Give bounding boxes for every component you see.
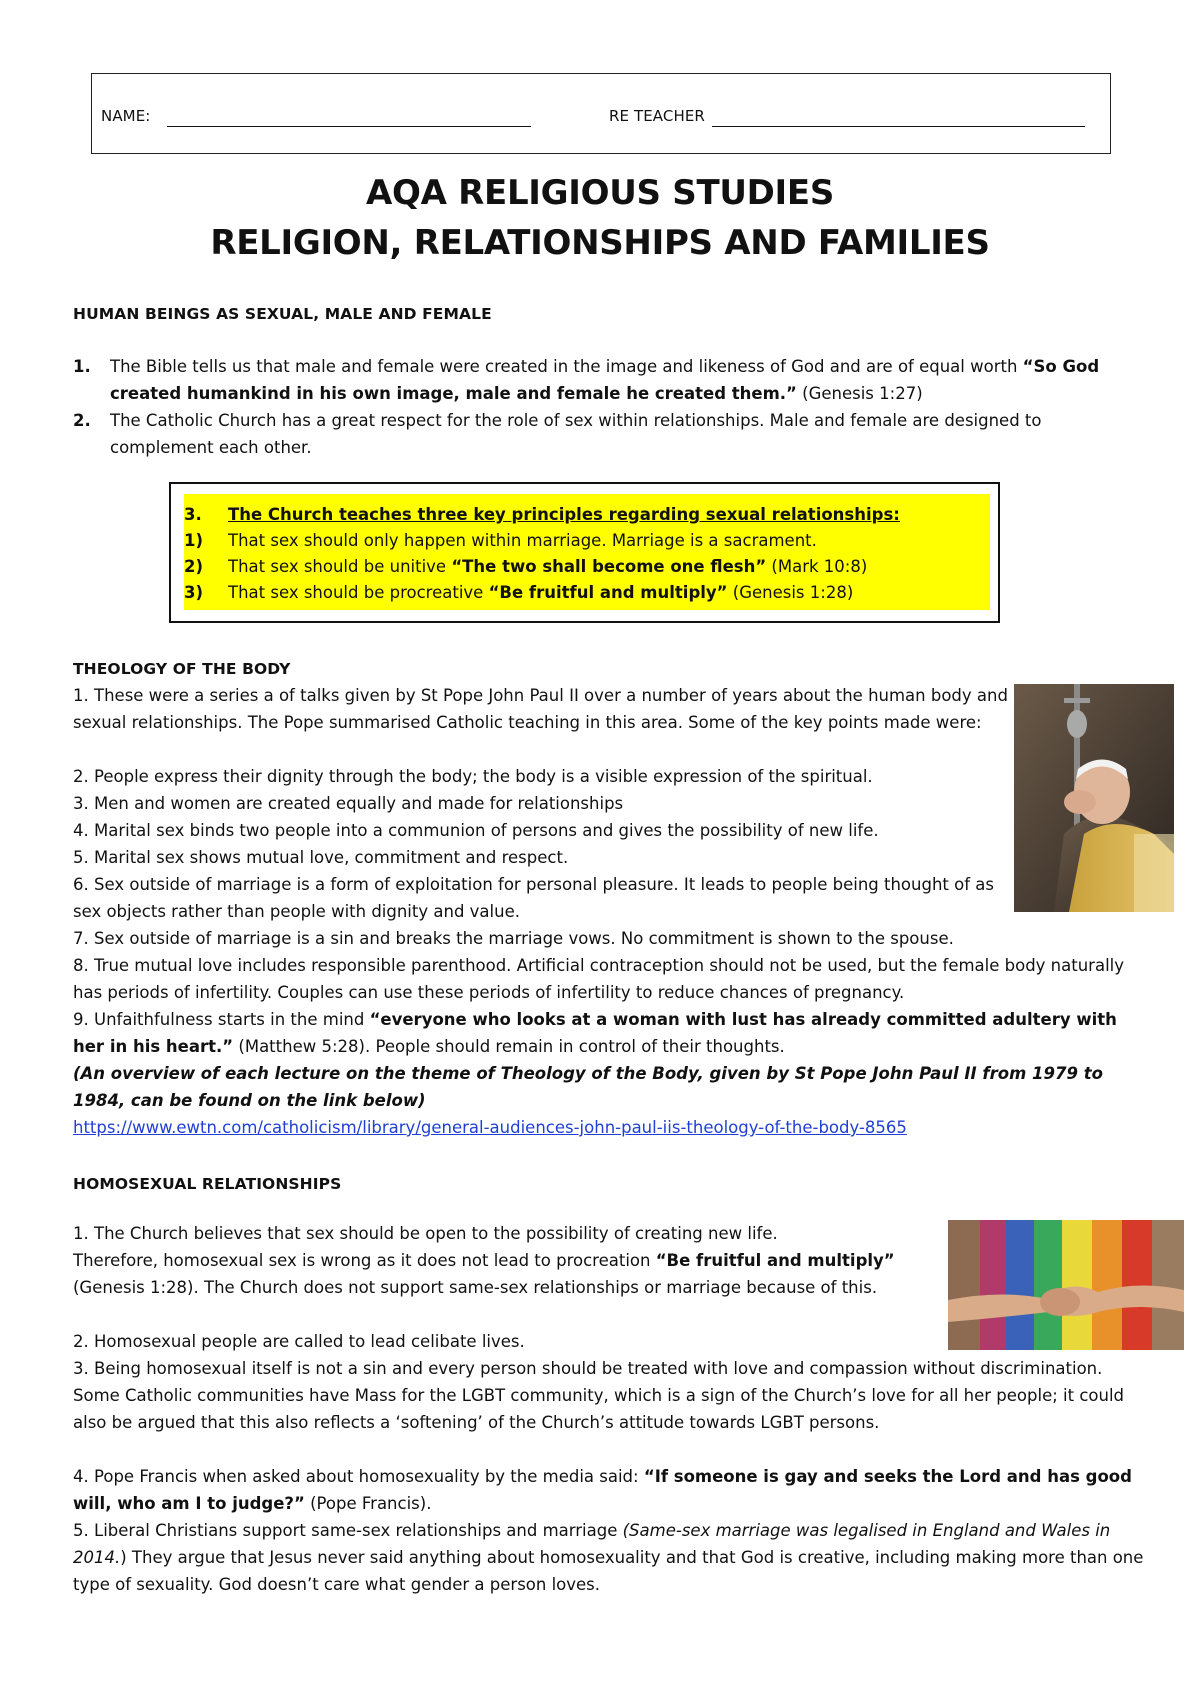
list-text: Unfaithfulness starts in the mind [94,1010,370,1029]
teacher-field[interactable] [712,126,1085,127]
list-text: Marital sex binds two people into a communion of persons and gives the possibility of new life. [94,821,879,840]
section-heading-homosexual: HOMOSEXUAL RELATIONSHIPS [73,1175,342,1193]
list-text: Pope Francis when asked about homosexuality by the media said: [88,1467,644,1486]
homosexual-para-4 [73,1463,1148,1517]
bible-reference: (Genesis 1:28). The Church does not support same-sex relationships or marriage because of this. [73,1278,878,1297]
list-text: Marital sex shows mutual love, commitment and respect. [94,848,569,867]
pope-image [1014,684,1174,912]
list-number: 3. [73,1359,89,1378]
principles-heading-text: The Church teaches three key principles regarding sexual relationships: [228,505,900,524]
name-field[interactable] [167,126,531,127]
theology-para-8 [73,952,1148,1006]
homosexual-para-1 [73,1220,953,1301]
bible-quote: “Be fruitful and multiply” [655,1251,895,1270]
bible-quote: “Be fruitful and multiply” [488,583,728,602]
teacher-label: RE TEACHER [609,107,705,125]
list-number: 1. [73,686,89,705]
list-text: Sex outside of marriage is a sin and breaks the marriage vows. No commitment is shown to the spouse. [94,929,954,948]
bible-reference: (Mark 10:8) [766,557,868,576]
theology-para-4 [73,817,1008,844]
bible-reference: (Genesis 1:27) [796,384,923,403]
bible-quote: “The two shall become one flesh” [451,557,767,576]
list-number: 8. [73,956,89,975]
bible-quote: “everyone who looks at a woman with lust has already committed adultery with her in his heart.” [73,1010,1117,1056]
pope-quote: “If someone is gay and seeks the Lord and has good will, who am I to judge?” [73,1467,1132,1513]
title-line-2: RELIGION, RELATIONSHIPS AND FAMILIES [210,223,990,263]
list-number: 2. [73,411,91,430]
theology-para-2 [73,763,1008,790]
principle-item [184,580,854,606]
list-number: 2. [73,767,89,786]
list-text: Homosexual people are called to lead celibate lives. [94,1332,525,1351]
quote-reference: (Pope Francis). [304,1494,432,1513]
title-line-1: AQA RELIGIOUS STUDIES [365,173,835,213]
bible-reference: (Matthew 5:28). People should remain in control of their thoughts. [233,1037,785,1056]
list-number: 1) [184,531,204,550]
theology-para-7 [73,925,1148,952]
list-text: Being homosexual itself is not a sin and every person should be treated with love and compassion without discrimination. Some Catholic communities have Mass for the LGBT community, which is a sign of the Church’s love for all her people; it could also be argued that this also reflects a ‘softening’ of the Church’s attitude towards LGBT persons. [73,1359,1125,1432]
list-number: 3) [184,583,204,602]
list-number: 9. [73,1010,89,1029]
principles-heading [184,502,900,528]
list-text: People express their dignity through the body; the body is a visible expression of the spiritual. [94,767,873,786]
list-text: True mutual love includes responsible parenthood. Artificial contraception should not be used, but the female body naturally has periods of infertility. Couples can use these periods of infertility to reduce chances of pregnancy. [73,956,1125,1002]
theology-para-5 [73,844,1008,871]
principle-text: That sex should be procreative [228,583,489,602]
principle-item [184,554,868,580]
homosexual-para-5 [73,1517,1148,1598]
list-number: 6. [73,875,89,894]
principles-highlight [184,494,990,610]
list-text: The Catholic Church has a great respect for the role of sex within relationships. Male and female are designed to complement each other. [110,411,1042,457]
theology-link[interactable]: https://www.ewtn.com/catholicism/library/general-audiences-john-paul-iis-theology-of-the-body-8565 [73,1118,907,1137]
list-text: ) They argue that Jesus never said anything about homosexuality and that God is creative, including making more than one type of sexuality. God doesn’t care what gender a person loves. [73,1548,1144,1594]
list-text: These were a series a of talks given by St Pope John Paul II over a number of years about the human body and sexual relationships. The Pope summarised Catholic teaching in this area. Some of the key points made were: [73,686,1008,732]
section-heading-sexual: HUMAN BEINGS AS SEXUAL, MALE AND FEMALE [73,305,492,323]
list-number: 3. [184,505,202,524]
list-text: The Bible tells us that male and female were created in the image and likeness of God and are of equal worth [110,357,1023,376]
list-number: 1. [73,1224,89,1243]
rainbow-hands-image [948,1220,1184,1350]
principles-box [169,482,1000,623]
bible-reference: (Genesis 1:28) [727,583,854,602]
theology-link-row [73,1114,1183,1141]
italic-note: (Same-sex marriage was legalised in England and Wales in 2014. [73,1521,1111,1567]
homosexual-para-3 [73,1355,1148,1436]
list-number: 1. [73,357,91,376]
list-text: Sex outside of marriage is a form of exploitation for personal pleasure. It leads to people being thought of as sex objects rather than people with dignity and value. [73,875,994,921]
bible-quote: “So God created humankind in his own image, male and female he created them.” [110,357,1100,403]
list-number: 7. [73,929,89,948]
rainbow-hands-photo [948,1220,1184,1350]
theology-note: (An overview of each lecture on the theme of Theology of the Body, given by St Pope John Paul II from 1979 to 1984, can be found on the link below) [73,1064,1103,1110]
name-teacher-box [91,73,1111,154]
list-number: 5. [73,1521,89,1540]
list-text: Men and women are created equally and made for relationships [94,794,624,813]
name-label: NAME: [101,107,151,125]
list-number: 3. [73,794,89,813]
list-item [73,353,1148,407]
list-number: 2) [184,557,204,576]
list-text: Therefore, homosexual sex is wrong as it does not lead to procreation [73,1251,656,1270]
pope-photo [1014,684,1174,912]
section-heading-theology: THEOLOGY OF THE BODY [73,660,291,678]
theology-para-3 [73,790,1008,817]
list-number: 5. [73,848,89,867]
list-number: 4. [73,1467,89,1486]
list-text: Liberal Christians support same-sex relationships and marriage [88,1521,623,1540]
section1-list [73,353,1148,461]
list-item [73,407,1148,461]
principle-text: That sex should only happen within marriage. Marriage is a sacrament. [228,531,817,550]
theology-para-9 [73,1006,1148,1060]
principle-item [184,528,817,554]
list-number: 2. [73,1332,89,1351]
page-title [0,168,1200,268]
theology-para-6 [73,871,1008,925]
principle-text: That sex should be unitive [228,557,452,576]
list-text: The Church believes that sex should be open to the possibility of creating new life. [94,1224,778,1243]
list-number: 4. [73,821,89,840]
theology-para-1 [73,682,1008,736]
